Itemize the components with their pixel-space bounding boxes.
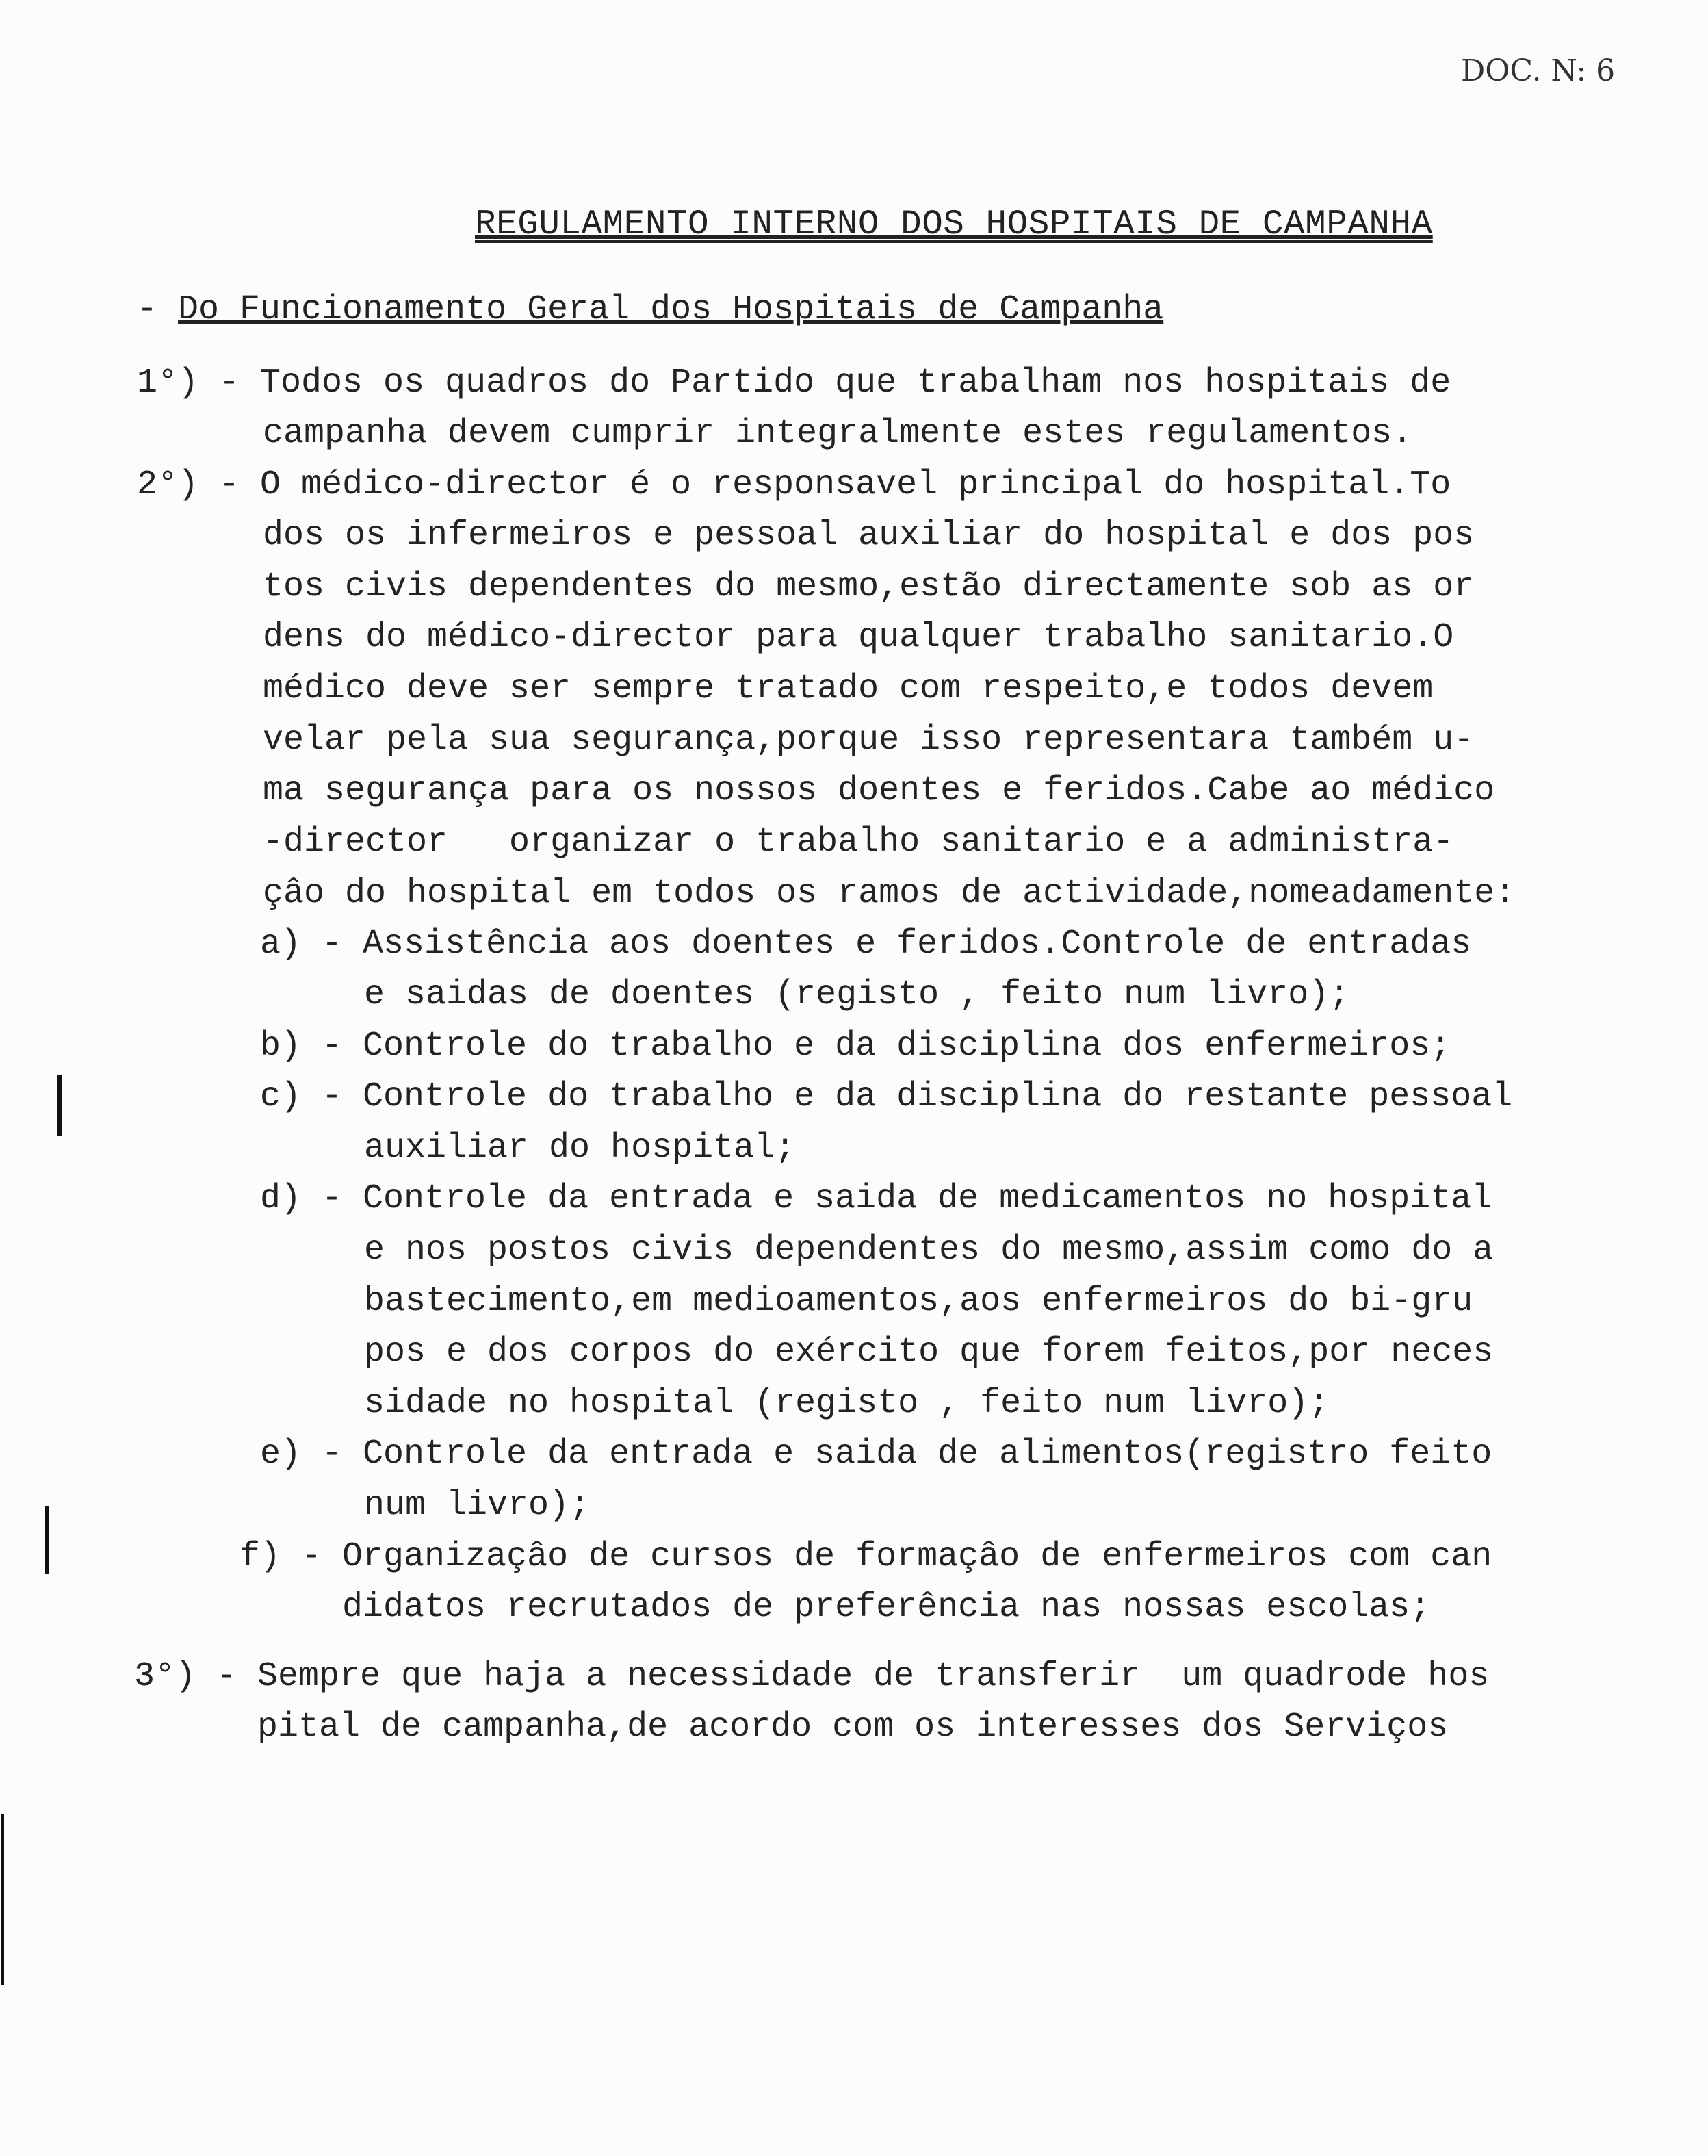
text-line: e) - Controle da entrada e saida de alimentos(registro feito <box>260 1435 1492 1474</box>
text-line: 2°) - O médico-director é o responsavel principal do hospital.To <box>137 465 1451 504</box>
text-line: auxiliar do hospital; <box>364 1129 796 1168</box>
text-line: num livro); <box>364 1486 591 1525</box>
text-line: didatos recrutados de preferência nas nossas escolas; <box>342 1588 1431 1627</box>
text-line: velar pela sua segurança,porque isso representara também u- <box>263 721 1475 760</box>
text-line: bastecimento,em medioamentos,aos enfermeiros do bi-gru <box>364 1282 1473 1321</box>
text-line: c) - Controle do trabalho e da disciplina do restante pessoal <box>260 1077 1513 1116</box>
scan-edge <box>1 1814 4 1985</box>
text-line: 3°) - Sempre que haja a necessidade de transferir um quadrode hos <box>134 1657 1490 1696</box>
text-line: ma segurança para os nossos doentes e feridos.Cabe ao médico <box>263 771 1495 810</box>
text-line: f) - Organizaçâo de cursos de formaçâo de enfermeiros com can <box>240 1537 1492 1576</box>
text-line: 1°) - Todos os quadros do Partido que trabalham nos hospitais de <box>137 363 1451 402</box>
text-line: d) - Controle da entrada e saida de medicamentos no hospital <box>260 1179 1492 1218</box>
text-line: pos e dos corpos do exército que forem feitos,por neces <box>364 1333 1494 1372</box>
text-line: médico deve ser sempre tratado com respeito,e todos devem <box>263 669 1434 708</box>
section-heading <box>137 290 1163 329</box>
text-line: b) - Controle do trabalho e da disciplina dos enfermeiros; <box>260 1027 1451 1066</box>
text-line: sidade no hospital (registo , feito num livro); <box>364 1384 1330 1423</box>
text-line: pital de campanha,de acordo com os interesses dos Serviços <box>257 1708 1449 1747</box>
text-line: campanha devem cumprir integralmente estes regulamentos. <box>263 414 1413 453</box>
text-line: -director organizar o trabalho sanitario e a administra- <box>263 823 1454 862</box>
text-line: çâo do hospital em todos os ramos de actividade,nomeadamente: <box>263 874 1516 913</box>
document-title: REGULAMENTO INTERNO DOS HOSPITAIS DE CAMPANHA <box>475 205 1433 244</box>
section-dash: - <box>137 290 179 329</box>
document-number-mark: DOC. N: 6 <box>1461 53 1616 88</box>
section-heading-text: Do Funcionamento Geral dos Hospitais de Campanha <box>178 290 1164 329</box>
text-line: tos civis dependentes do mesmo,estão directamente sob as or <box>263 567 1475 606</box>
scan-mark <box>57 1075 62 1136</box>
text-line: dens do médico-director para qualquer trabalho sanitario.O <box>263 618 1454 657</box>
text-line: a) - Assistência aos doentes e feridos.Controle de entradas <box>260 925 1472 964</box>
text-line: e nos postos civis dependentes do mesmo,assim como do a <box>364 1231 1494 1270</box>
text-line: dos os infermeiros e pessoal auxiliar do hospital e dos pos <box>263 516 1475 555</box>
text-line: e saidas de doentes (registo , feito num livro); <box>364 975 1350 1014</box>
scan-mark <box>45 1506 49 1574</box>
